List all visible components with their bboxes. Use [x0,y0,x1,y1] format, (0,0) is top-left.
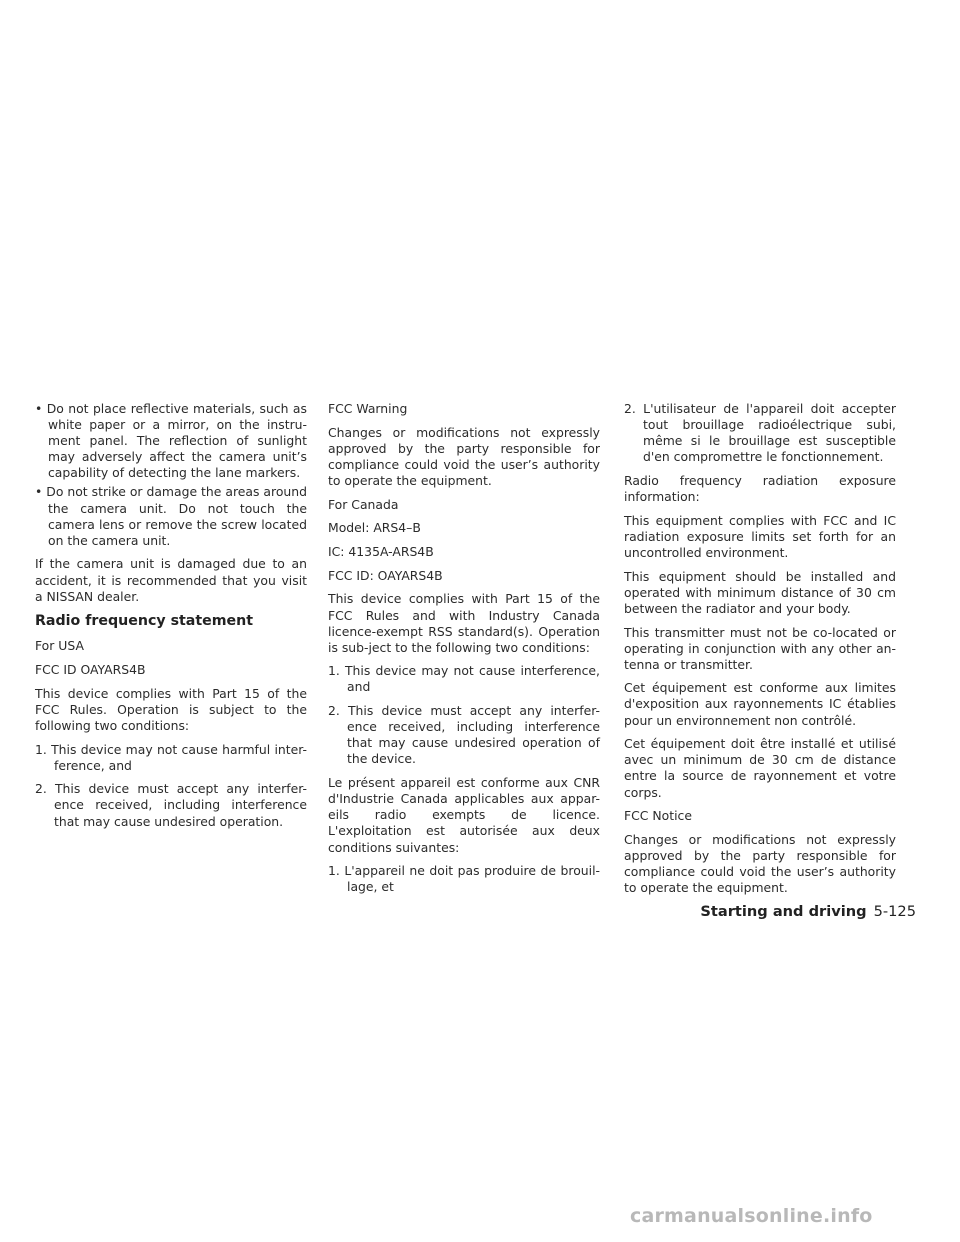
paragraph: Changes or modifications not expressly approved by the party responsible for compliance could void the user’s authority to operate the equipment. [328,424,600,488]
paragraph: This transmitter must not be co-located or operating in conjunction with any other an-tenna or transmitter. [624,624,896,672]
paragraph: This device complies with Part 15 of the FCC Rules. Operation is subject to the following two conditions: [35,685,307,733]
numbered-item: 2. L'utilisateur de l'appareil doit accepter tout brouillage radioélectrique subi, même si le brouillage est susceptible d'en compromettre le fonctionnement. [624,401,896,465]
watermark: carmanualsonline.info [630,1205,873,1227]
paragraph: FCC ID OAYARS4B [35,662,146,677]
paragraph: Radio frequency radiation exposure information: [624,472,896,505]
section-title: Starting and driving [700,903,867,920]
paragraph: FCC Notice [624,808,692,824]
paragraph: This equipment complies with FCC and IC radiation exposure limits set forth for an uncontrolled environment. [624,512,896,560]
numbered-item: 1. This device may not cause harmful inter-ference, and [35,741,307,773]
paragraph: IC: 4135A-ARS4B [328,544,434,560]
bullet-item: • Do not strike or damage the areas around the camera unit. Do not touch the camera lens or remove the screw located on the camera unit. [35,484,307,548]
paragraph: Cet équipement est conforme aux limites d'exposition aux rayonnements IC établies pour un environnement non contrôlé. [624,680,896,728]
paragraph: Changes or modifications not expressly approved by the party responsible for compliance could void the user’s authority to operate the equipment. [624,831,896,896]
paragraph: Le présent appareil est conforme aux CNR d'Industrie Canada applicables aux appar-eils radio exempts de licence. L'exploitation est autorisée aux deux conditions suivantes: [328,775,600,855]
paragraph: For Canada [328,496,399,512]
numbered-item: 1. L'appareil ne doit pas produire de brouil-lage, et [328,863,600,895]
paragraph: FCC Warning [328,401,408,416]
numbered-item: 2. This device must accept any interfer-ence received, including interference that may cause undesired operation of the device. [328,703,600,767]
paragraph: This equipment should be installed and operated with minimum distance of 30 cm between the radiator and your body. [624,568,896,616]
numbered-item: 1. This device may not cause interference, and [328,663,600,695]
page-footer [700,903,916,920]
page-number: 5-125 [873,903,916,920]
column-2 [328,401,600,903]
paragraph: FCC ID: OAYARS4B [328,567,443,583]
bullet-item: • Do not place reflective materials, such as white paper or a mirror, on the instru-ment panel. The reflection of sunlight may adversely affect the camera unit’s capability of detecting the lane markers. [35,401,307,481]
paragraph: Model: ARS4–B [328,520,421,536]
section-heading: Radio frequency statement [35,613,254,630]
numbered-item: 2. This device must accept any interfer-ence received, including interference that may cause undesired operation. [35,781,307,829]
column-3 [624,401,896,904]
column-1 [35,401,307,837]
paragraph: This device complies with Part 15 of the FCC Rules and with Industry Canada licence-exempt RSS standard(s). Operation is sub-ject to the following two conditions: [328,591,600,655]
paragraph: If the camera unit is damaged due to an accident, it is recommended that you visit a NISSAN dealer. [35,556,307,604]
paragraph: For USA [35,638,84,654]
paragraph: Cet équipement doit être installé et utilisé avec un minimum de 30 cm de distance entre la source de rayonnement et votre corps. [624,736,896,800]
